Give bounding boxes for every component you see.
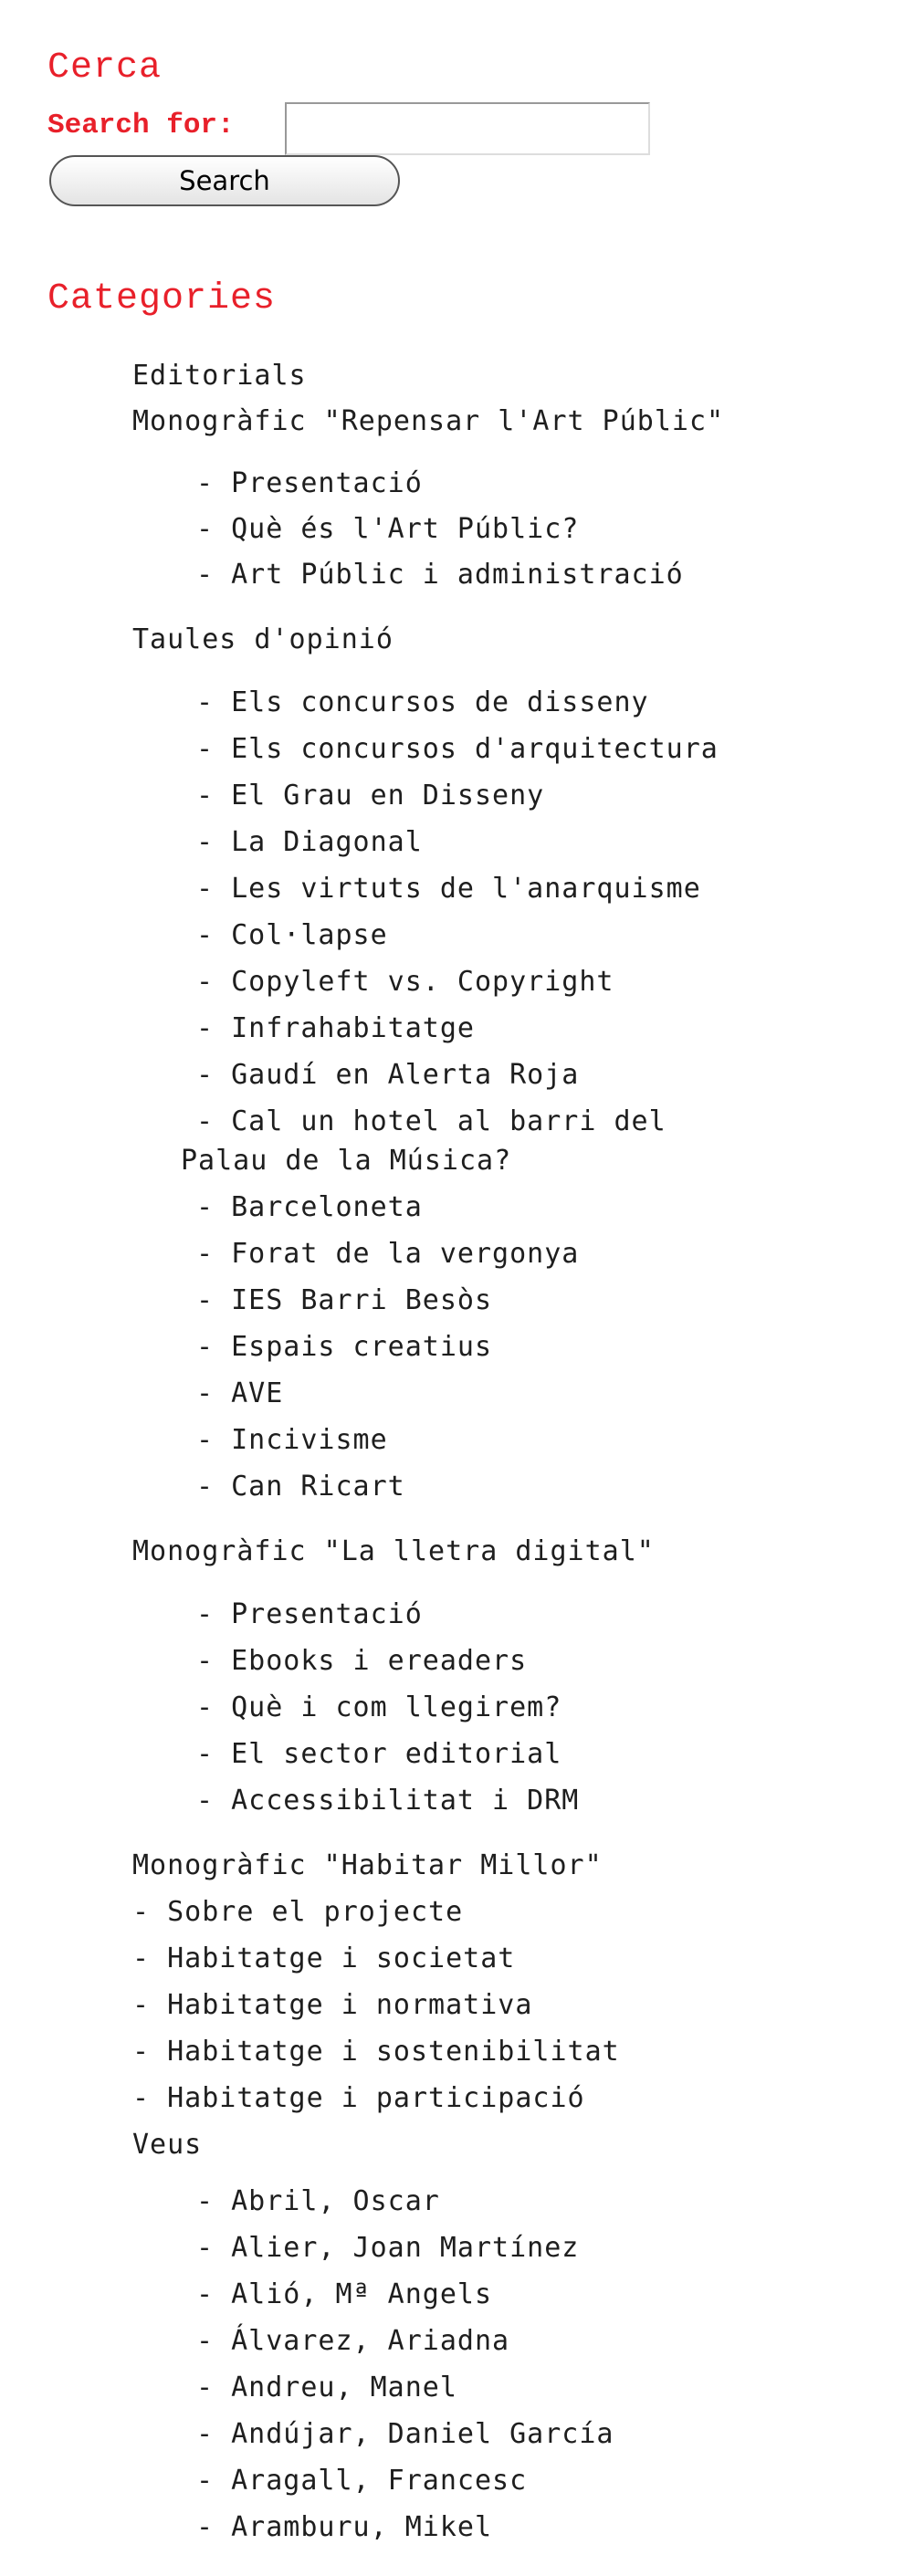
subcategory-link[interactable]: - Ebooks i ereaders <box>196 1645 528 1677</box>
author-link[interactable]: - Aragall, Francesc <box>196 2465 528 2497</box>
author-link[interactable]: - Andreu, Manel <box>196 2372 457 2403</box>
category-monografic-habitar-millor[interactable] <box>132 1842 603 1889</box>
category-link[interactable]: Taules d'opinió <box>132 623 394 655</box>
subcategory-link[interactable]: - Forat de la vergonya <box>196 1238 580 1270</box>
search-label: Search for: <box>47 110 235 141</box>
subcategory-item[interactable] <box>196 819 423 865</box>
search-input[interactable] <box>285 102 650 155</box>
author-link[interactable]: - Álvarez, Ariadna <box>196 2325 510 2357</box>
subcategory-link[interactable]: - Habitatge i normativa <box>132 1989 533 2021</box>
subcategory-item[interactable] <box>196 1277 492 1324</box>
subcategory-item[interactable] <box>196 1591 423 1638</box>
subcategory-link[interactable]: - Art Públic i administració <box>196 559 684 591</box>
author-item[interactable] <box>196 2364 457 2411</box>
author-link[interactable]: - Andújar, Daniel García <box>196 2418 614 2450</box>
subcategory-link[interactable]: - Què i com llegirem? <box>196 1691 562 1723</box>
subcategory-item[interactable] <box>132 2075 585 2121</box>
category-veus[interactable] <box>132 2121 202 2168</box>
subcategory-link[interactable]: - IES Barri Besòs <box>196 1284 493 1316</box>
subcategory-link[interactable]: - Cal un hotel al barri del <box>196 1105 666 1137</box>
subcategory-item[interactable] <box>196 1370 283 1417</box>
subcategory-link[interactable]: Palau de la Música? <box>181 1145 512 1177</box>
search-button[interactable]: Search <box>49 155 400 206</box>
subcategory-link[interactable]: - Accessibilitat i DRM <box>196 1785 580 1817</box>
subcategory-link[interactable]: - El sector editorial <box>196 1738 562 1770</box>
subcategory-item[interactable] <box>196 1230 579 1277</box>
subcategory-link[interactable]: - Col·lapse <box>196 919 388 951</box>
author-link[interactable]: - Alier, Joan Martínez <box>196 2232 580 2264</box>
category-editorials[interactable] <box>132 352 307 399</box>
author-item[interactable] <box>196 2457 527 2504</box>
subcategory-link[interactable]: - Què és l'Art Públic? <box>196 513 580 545</box>
subcategory-link[interactable]: - Els concursos de disseny <box>196 686 649 718</box>
author-link[interactable]: - Alió, Mª Angels <box>196 2278 493 2310</box>
subcategory-link[interactable]: - La Diagonal <box>196 826 423 858</box>
subcategory-item[interactable] <box>196 1417 388 1463</box>
subcategory-item[interactable] <box>196 865 701 912</box>
subcategory-link[interactable]: - Barceloneta <box>196 1191 423 1223</box>
subcategory-item[interactable] <box>196 1005 475 1052</box>
author-link[interactable]: - Abril, Oscar <box>196 2185 440 2217</box>
category-link[interactable]: Monogràfic "Repensar l'Art Públic" <box>132 405 725 437</box>
category-link[interactable]: Editorials <box>132 360 307 392</box>
category-taules-opinio[interactable] <box>132 616 394 663</box>
subcategory-link[interactable]: - Sobre el projecte <box>132 1896 464 1928</box>
subcategory-item[interactable] <box>196 1731 561 1777</box>
subcategory-item[interactable] <box>132 1982 532 2028</box>
subcategory-item[interactable] <box>196 506 579 552</box>
subcategory-link[interactable]: - Gaudí en Alerta Roja <box>196 1059 580 1091</box>
subcategory-item[interactable] <box>196 460 423 507</box>
author-item[interactable] <box>196 2178 440 2225</box>
subcategory-link[interactable]: - Presentació <box>196 1598 423 1630</box>
subcategory-link[interactable]: - Les virtuts de l'anarquisme <box>196 873 701 905</box>
subcategory-link[interactable]: - Habitatge i sostenibilitat <box>132 2036 620 2068</box>
search-section-title: Cerca <box>47 47 163 89</box>
subcategory-item[interactable] <box>196 1324 492 1370</box>
subcategory-item-continuation[interactable] <box>181 1137 511 1184</box>
subcategory-item[interactable] <box>196 1638 527 1684</box>
subcategory-item[interactable] <box>196 679 649 726</box>
author-item[interactable] <box>196 2411 614 2457</box>
subcategory-item[interactable] <box>196 958 614 1005</box>
subcategory-item[interactable] <box>196 912 388 958</box>
subcategory-item[interactable] <box>196 551 684 598</box>
author-item[interactable] <box>196 2271 492 2318</box>
subcategory-item[interactable] <box>132 1935 515 1982</box>
subcategory-item[interactable] <box>196 1777 579 1824</box>
category-monografic-art-public[interactable] <box>132 398 724 445</box>
category-link[interactable]: Veus <box>132 2129 203 2161</box>
category-link[interactable]: Monogràfic "La lletra digital" <box>132 1535 655 1567</box>
subcategory-link[interactable]: - Espais creatius <box>196 1331 493 1363</box>
subcategory-link[interactable]: - AVE <box>196 1377 284 1409</box>
author-item[interactable] <box>196 2225 579 2271</box>
subcategory-item[interactable] <box>196 1463 405 1510</box>
category-monografic-lletra-digital[interactable] <box>132 1528 655 1575</box>
subcategory-link[interactable]: - El Grau en Disseny <box>196 780 545 812</box>
subcategory-item[interactable] <box>196 726 719 772</box>
author-item[interactable] <box>196 2504 492 2550</box>
subcategory-item[interactable] <box>196 772 544 819</box>
subcategory-link[interactable]: - Can Ricart <box>196 1471 405 1503</box>
category-link[interactable]: Monogràfic "Habitar Millor" <box>132 1849 603 1881</box>
subcategory-item[interactable] <box>196 1052 579 1098</box>
subcategory-link[interactable]: - Els concursos d'arquitectura <box>196 733 719 765</box>
subcategory-item[interactable] <box>196 1684 561 1731</box>
subcategory-item[interactable] <box>196 1184 423 1230</box>
subcategory-link[interactable]: - Copyleft vs. Copyright <box>196 966 614 998</box>
subcategory-link[interactable]: - Infrahabitatge <box>196 1012 475 1044</box>
subcategory-item[interactable] <box>132 1889 463 1935</box>
subcategory-link[interactable]: - Habitatge i participació <box>132 2082 585 2114</box>
author-link[interactable]: - Aramburu, Mikel <box>196 2511 493 2543</box>
categories-section-title: Categories <box>47 278 277 319</box>
subcategory-item[interactable] <box>132 2028 620 2075</box>
subcategory-link[interactable]: - Incivisme <box>196 1424 388 1456</box>
subcategory-link[interactable]: - Habitatge i societat <box>132 1942 516 1974</box>
subcategory-link[interactable]: - Presentació <box>196 467 423 499</box>
author-item[interactable] <box>196 2318 509 2364</box>
